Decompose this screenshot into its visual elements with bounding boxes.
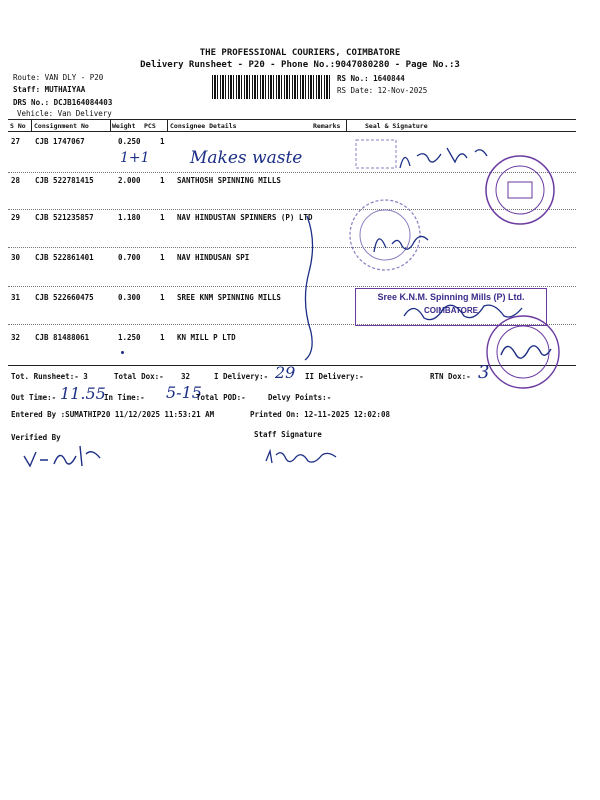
row-consignee: SANTHOSH SPINNING MILLS [177,176,281,185]
row-consignee: NAV HINDUSTAN SPINNERS (P) LTD [177,213,313,222]
tot-runsheet: Tot. Runsheet:- 3 [11,372,88,381]
row-sno: 27 [11,137,21,146]
row-consignment: CJB 522861401 [35,253,94,262]
row-consignment: CJB 1747067 [35,137,85,146]
signature-row29 [368,222,438,262]
row-consignment: CJB 522660475 [35,293,94,302]
col-weight: Weight [112,122,136,130]
row-consignment: CJB 521235857 [35,213,94,222]
stamp-company-name: Sree K.N.M. Spinning Mills (P) Ltd. [377,292,525,302]
row-weight: 1.180 [118,213,141,222]
runsheet-subtitle: Delivery Runsheet - P20 - Phone No.:9047080280 - Page No.:3 [140,60,460,70]
route-label: Route: VAN DLY - P20 [13,73,104,82]
row-sno: 29 [11,213,21,222]
row-sno: 30 [11,253,21,262]
entered-by: Entered By :SUMATHIP20 11/12/2025 11:53:21 AM [11,410,215,419]
out-time-value: 11.55 [60,384,106,403]
total-dox-label: Total Dox:- [114,372,164,381]
ii-delivery-label: II Delivery:- [305,372,364,381]
row-pcs: 1 [160,333,165,342]
row-sno: 31 [11,293,21,302]
row-sno: 32 [11,333,21,342]
rs-date: RS Date: 12-Nov-2025 [337,86,428,95]
rtn-dox-value: 3 [478,362,490,383]
row-sno: 28 [11,176,21,185]
row-pcs: 1 [160,253,165,262]
verified-by-signature [20,438,110,473]
staff-signature-label: Staff Signature [254,430,322,439]
in-time-label: In Time:- [104,393,145,402]
rtn-dox-label: RTN Dox:- [430,372,471,381]
row-weight: 0.300 [118,293,141,302]
delvy-points-label: Delvy Points:- [268,393,332,402]
row-weight: 1.250 [118,333,141,342]
i-delivery-label: I Delivery:- [214,372,269,381]
vehicle-label: Vehicle: Van Delivery [17,109,112,118]
signature-row32 [495,335,555,370]
verified-by-label: Verified By [11,433,61,442]
row-pcs: 1 [160,176,165,185]
signature-row27 [395,138,505,178]
row-weight: 0.700 [118,253,141,262]
staff-label: Staff: MUTHAIYAA [13,85,86,94]
drs-number: DRS No.: DCJB164084403 [13,98,113,107]
handwritten-pcs: 1+1 [120,150,150,166]
row-consignee: NAV HINDUSAN SPI [177,253,250,262]
row-pcs: 1 [160,213,165,222]
total-pod-label: Total POD:- [196,393,246,402]
col-remarks: Remarks [313,122,341,130]
row-consignee: SREE KNM SPINNING MILLS [177,293,281,302]
staff-signature [262,445,342,470]
rs-number: RS No.: 1640844 [337,74,405,83]
row-weight: 0.250 [118,137,141,146]
col-consignee: Consignee Details [170,122,237,130]
in-time-value: 5-15 [166,383,202,402]
total-dox-value: 32 [181,372,191,381]
company-title: THE PROFESSIONAL COURIERS, COIMBATORE [199,48,401,58]
printed-on: Printed On: 12-11-2025 12:02:08 [250,410,390,419]
col-consignment: Consignment No [34,122,89,130]
col-seal: Seal & Signature [365,122,428,130]
row-weight: 2.000 [118,176,141,185]
barcode [212,75,332,99]
ink-dot [121,351,124,354]
row-consignee: KN MILL P LTD [177,333,236,342]
stamp-city: COIMBATORE [424,306,478,315]
col-pcs: PCS [144,122,156,130]
i-delivery-value: 29 [275,363,296,382]
row-consignment: CJB 81488061 [35,333,90,342]
col-sno: S No [10,122,26,130]
row-consignment: CJB 522781415 [35,176,94,185]
row-pcs: 1 [160,137,165,146]
consignee-bracket-line [295,212,325,362]
out-time-label: Out Time:- [11,393,57,402]
row-pcs: 1 [160,293,165,302]
handwritten-remark: Makes waste [190,148,303,168]
